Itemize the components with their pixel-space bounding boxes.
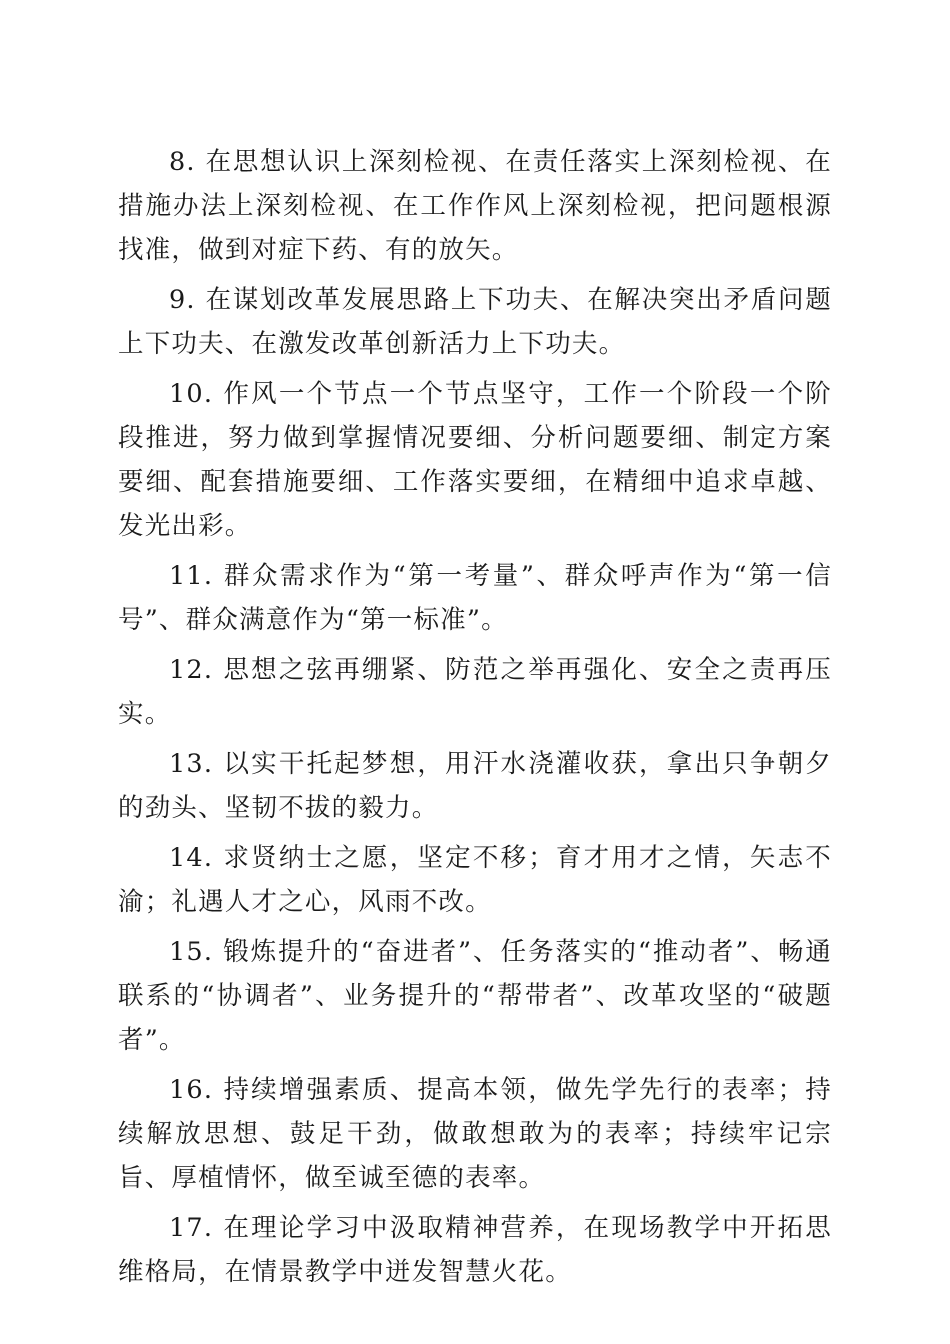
paragraph-16: 16. 持续增强素质、提高本领，做先学先行的表率；持续解放思想、鼓足干劲，做敢想敢为的表率；持续牢记宗旨、厚植情怀，做至诚至德的表率。 bbox=[118, 1075, 832, 1193]
paragraph-12: 12. 思想之弦再绷紧、防范之举再强化、安全之责再压实。 bbox=[118, 655, 832, 729]
paragraph-14: 14. 求贤纳士之愿，坚定不移；育才用才之情，矢志不渝；礼遇人才之心，风雨不改。 bbox=[118, 843, 832, 917]
paragraph-15: 15. 锻炼提升的“奋进者”、任务落实的“推动者”、畅通联系的“协调者”、业务提升的“帮带者”、改革攻坚的“破题者”。 bbox=[118, 937, 832, 1055]
paragraph-10: 10. 作风一个节点一个节点坚守，工作一个阶段一个阶段推进，努力做到掌握情况要细、分析问题要细、制定方案要细、配套措施要细、工作落实要细，在精细中追求卓越、发光出彩。 bbox=[118, 379, 832, 541]
paragraph-8: 8. 在思想认识上深刻检视、在责任落实上深刻检视、在措施办法上深刻检视、在工作作风上深刻检视，把问题根源找准，做到对症下药、有的放矢。 bbox=[118, 147, 832, 265]
paragraph-17: 17. 在理论学习中汲取精神营养，在现场教学中开拓思维格局，在情景教学中迸发智慧火花。 bbox=[118, 1213, 832, 1287]
paragraph-11: 11. 群众需求作为“第一考量”、群众呼声作为“第一信号”、群众满意作为“第一标准”。 bbox=[118, 561, 832, 635]
document-body bbox=[118, 140, 832, 1300]
paragraph-9: 9. 在谋划改革发展思路上下功夫、在解决突出矛盾问题上下功夫、在激发改革创新活力上下功夫。 bbox=[118, 285, 832, 359]
paragraph-13: 13. 以实干托起梦想，用汗水浇灌收获，拿出只争朝夕的劲头、坚韧不拔的毅力。 bbox=[118, 749, 832, 823]
